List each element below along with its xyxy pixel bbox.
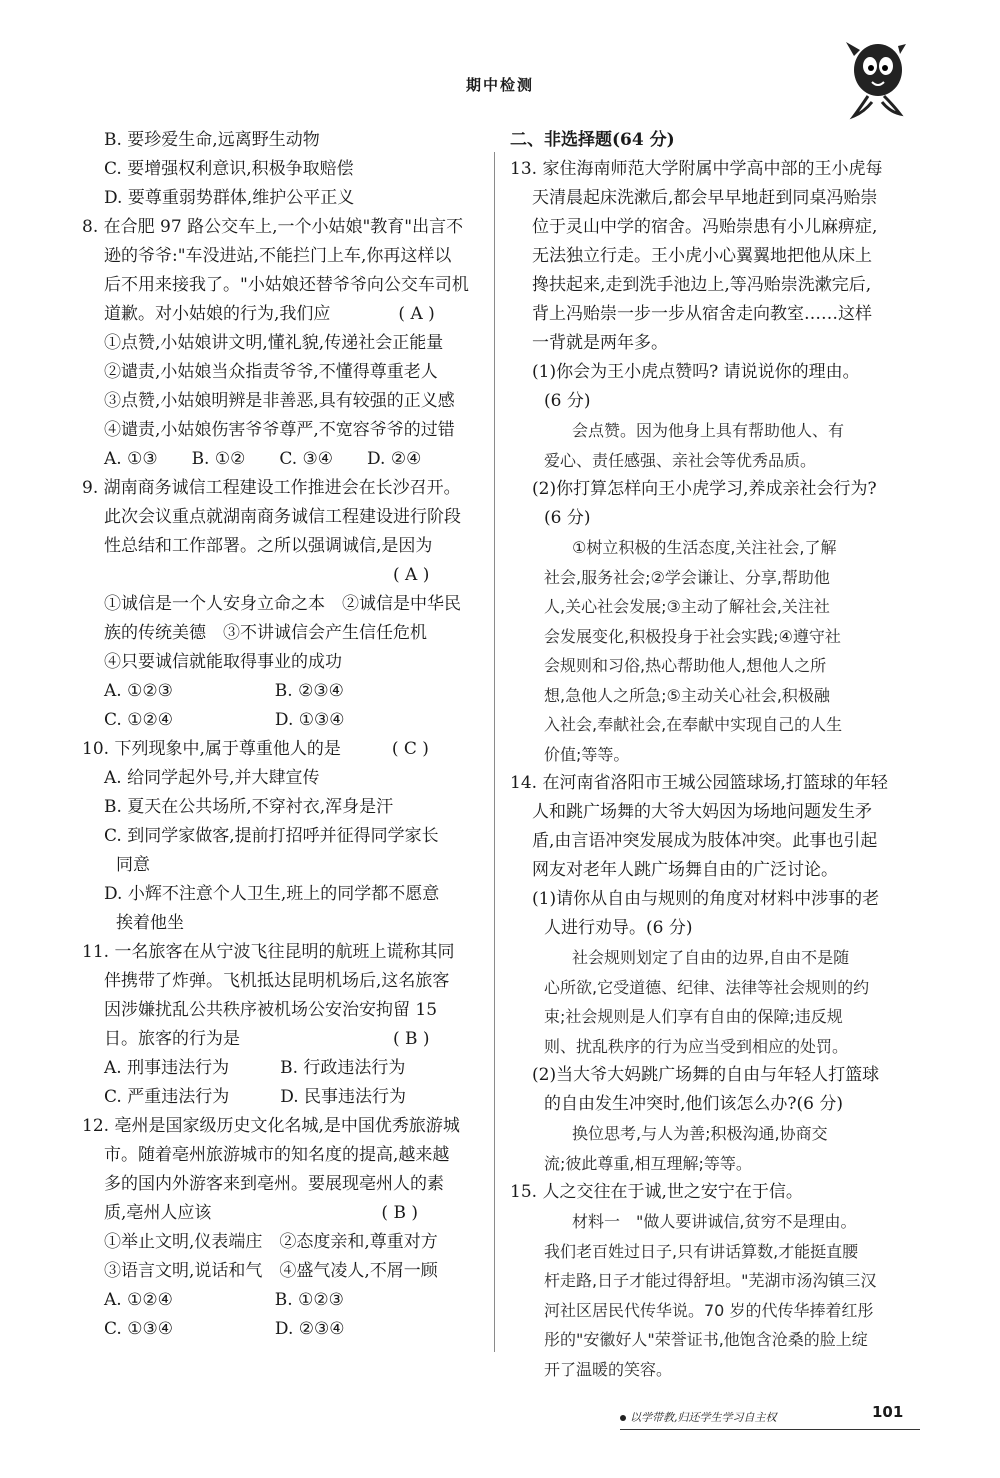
page-number: 101	[872, 1403, 904, 1421]
text-line: 无法独立行走。王小虎小心翼翼地把他从床上	[532, 246, 872, 266]
answer-line: 换位思考,与人为善;积极沟通,协商交	[572, 1124, 828, 1143]
text-line: 网友对老年人跳广场舞自由的广泛讨论。	[532, 860, 838, 880]
answer-line: 会发展变化,积极投身于社会实践;④遵守社	[544, 626, 841, 646]
text-line: 日。旅客的行为是 ( B )	[104, 1029, 430, 1049]
bullet-icon	[620, 1415, 626, 1421]
text-line: 同意	[116, 855, 150, 875]
text-line: ③语言文明,说话和气 ④盛气凌人,不屑一顾	[104, 1261, 438, 1281]
text-line: (2)当大爷大妈跳广场舞的自由与年轻人打篮球	[532, 1065, 880, 1085]
text-line: D. 小辉不注意个人卫生,班上的同学都不愿意	[104, 884, 440, 904]
text-line: C. ①②④ D. ①③④	[104, 710, 345, 730]
text-line: 14. 在河南省洛阳市王城公园篮球场,打篮球的年轻	[510, 773, 888, 793]
text-line: 盾,由言语冲突发展成为肢体冲突。此事也引起	[532, 831, 878, 851]
answer-line: 人,关心社会发展;③主动了解社会,关注社	[544, 597, 830, 616]
answer-line: 心所欲,它受道德、纪律、法律等社会规则的约	[544, 977, 870, 997]
text-line: (6 分)	[544, 391, 591, 411]
answer-line: 会点赞。因为他身上具有帮助他人、有	[572, 421, 845, 440]
text-line: ①举止文明,仪表端庄 ②态度亲和,尊重对方	[104, 1232, 438, 1252]
text-line: 性总结和工作部署。之所以强调诚信,是因为	[104, 536, 433, 556]
text-line: C. 严重违法行为 D. 民事违法行为	[104, 1087, 407, 1107]
text-line: D. 要尊重弱势群体,维护公平正义	[104, 188, 355, 208]
section-heading: 二、非选择题(64 分)	[510, 130, 675, 150]
footer-rule	[620, 1429, 920, 1430]
text-line: ( A )	[104, 565, 430, 585]
answer-line: 价值;等等。	[544, 744, 630, 764]
text-line: B. 夏天在公共场所,不穿衬衣,浑身是汗	[104, 797, 394, 817]
right-column	[510, 126, 922, 1384]
text-line: 12. 亳州是国家级历史文化名城,是中国优秀旅游城	[82, 1116, 460, 1136]
text-line: 伴携带了炸弹。飞机抵达昆明机场后,这名旅客	[104, 971, 450, 991]
text-line: 背上冯贻崇一步一步从宿舍走向教室……这样	[532, 304, 872, 324]
answer-line: 流;彼此尊重,相互理解;等等。	[544, 1153, 752, 1173]
text-line: A. 刑事违法行为 B. 行政违法行为	[104, 1058, 406, 1078]
text-line: 的自由发生冲突时,他们该怎么办?(6 分)	[544, 1094, 844, 1114]
text-line: 搀扶起来,走到洗手池边上,等冯贻崇洗漱完后,	[532, 275, 872, 295]
text-line: (6 分)	[544, 508, 591, 528]
footer-slogan-text: 以学带教,归还学生学习自主权	[630, 1411, 777, 1424]
text-line: C. 要增强权利意识,积极争取赔偿	[104, 159, 354, 179]
text-line: ③点赞,小姑娘明辨是非善恶,具有较强的正义感	[104, 391, 455, 411]
text-line: 质,亳州人应该 ( B )	[104, 1203, 418, 1223]
text-line: 8. 在合肥 97 路公交车上,一个小姑娘"教育"出言不	[82, 217, 464, 237]
text-line: 逊的爷爷:"车没进站,不能拦门上车,你再这样以	[104, 246, 452, 266]
text-line: 因涉嫌扰乱公共秩序被机场公安治安拘留 15	[104, 1000, 438, 1020]
text-line: C. 到同学家做客,提前打招呼并征得同学家长	[104, 826, 439, 846]
text-line: A. ①②③ B. ②③④	[104, 681, 344, 701]
text-line: 道歉。对小姑娘的行为,我们应 ( A )	[104, 304, 435, 324]
text-line: 一背就是两年多。	[532, 333, 668, 353]
left-column	[82, 126, 480, 1344]
text-line: 挨着他坐	[116, 913, 184, 933]
text-line: B. 要珍爱生命,远离野生动物	[104, 130, 320, 150]
text-line: C. ①③④ D. ②③④	[104, 1319, 345, 1339]
text-line: 人和跳广场舞的大爷大妈因为场地问题发生矛	[532, 802, 872, 822]
answer-line: 会规则和习俗,热心帮助他人,想他人之所	[544, 656, 827, 675]
answer-line: 开了温暖的笑容。	[544, 1359, 673, 1379]
text-line: 15. 人之交往在于诚,世之安宁在于信。	[510, 1182, 803, 1202]
text-line: 天清晨起床洗漱后,都会早早地赶到同桌冯贻崇	[532, 188, 878, 208]
text-line: ④只要诚信就能取得事业的成功	[104, 652, 342, 672]
text-line: (2)你打算怎样向王小虎学习,养成亲社会行为?	[532, 479, 877, 499]
page-footer	[620, 1403, 920, 1433]
text-line: (1)你会为王小虎点赞吗? 请说说你的理由。	[532, 362, 860, 382]
text-line: ①诚信是一个人安身立命之本 ②诚信是中华民	[104, 594, 461, 614]
answer-line: 入社会,奉献社会,在奉献中实现自己的人生	[544, 715, 843, 734]
mascot-icon	[840, 36, 910, 126]
text-line: 11. 一名旅客在从宁波飞往昆明的航班上谎称其同	[82, 942, 455, 962]
text-line: 位于灵山中学的宿舍。冯贻崇患有小儿麻痹症,	[532, 217, 878, 237]
answer-line: 杆走路,日子才能过得舒坦。"芜湖市汤沟镇三汉	[544, 1271, 877, 1290]
text-line: 13. 家住海南师范大学附属中学高中部的王小虎每	[510, 159, 883, 179]
answer-line: ①树立积极的生活态度,关注社会,了解	[572, 538, 837, 557]
text-line: 多的国内外游客来到亳州。要展现亳州人的素	[104, 1174, 444, 1194]
text-line: ①点赞,小姑娘讲文明,懂礼貌,传递社会正能量	[104, 333, 444, 353]
answer-line: 爱心、责任感强、亲社会等优秀品质。	[544, 450, 817, 470]
text-line: A. ①②④ B. ①②③	[104, 1290, 344, 1310]
footer-slogan	[620, 1409, 777, 1425]
answer-line: 想,急他人之所急;⑤主动关心社会,积极融	[544, 685, 830, 705]
text-line: 市。随着亳州旅游城市的知名度的提高,越来越	[104, 1145, 450, 1165]
text-line: (1)请你从自由与规则的角度对材料中涉事的老	[532, 889, 880, 909]
text-line: ④谴责,小姑娘伤害爷爷尊严,不宽容爷爷的过错	[104, 420, 455, 440]
answer-line: 材料一 "做人要讲诚信,贫穷不是理由。	[572, 1212, 857, 1231]
text-line: 人进行劝导。(6 分)	[544, 918, 693, 938]
text-line: A. ①③ B. ①② C. ③④ D. ②④	[104, 449, 422, 469]
text-line: 此次会议重点就湖南商务诚信工程建设进行阶段	[104, 507, 461, 527]
text-line: ②谴责,小姑娘当众指责爷爷,不懂得尊重老人	[104, 362, 438, 382]
column-divider	[494, 152, 495, 1352]
text-line: 后不用来接我了。"小姑娘还替爷爷向公交车司机	[104, 275, 469, 295]
answer-line: 我们老百姓过日子,只有讲话算数,才能挺直腰	[544, 1241, 859, 1261]
page-title: 期中检测	[465, 76, 534, 94]
text-line: 9. 湖南商务诚信工程建设工作推进会在长沙召开。	[82, 478, 461, 498]
answer-line: 社会,服务社会;②学会谦让、分享,帮助他	[544, 567, 830, 587]
answer-line: 彤的"安徽好人"荣誉证书,他饱含沧桑的脸上绽	[544, 1330, 868, 1349]
answer-line: 则、扰乱秩序的行为应当受到相应的处罚。	[544, 1036, 849, 1056]
answer-line: 束;社会规则是人们享有自由的保障;违反规	[544, 1007, 843, 1026]
answer-line: 社会规则划定了自由的边界,自由不是随	[572, 948, 850, 967]
text-line: A. 给同学起外号,并大肆宣传	[104, 768, 320, 788]
text-line: 族的传统美德 ③不讲诚信会产生信任危机	[104, 623, 427, 643]
answer-line: 河社区居民代传华说。70 岁的代传华捧着红彤	[544, 1300, 874, 1320]
text-line: 10. 下列现象中,属于尊重他人的是 ( C )	[82, 739, 429, 759]
